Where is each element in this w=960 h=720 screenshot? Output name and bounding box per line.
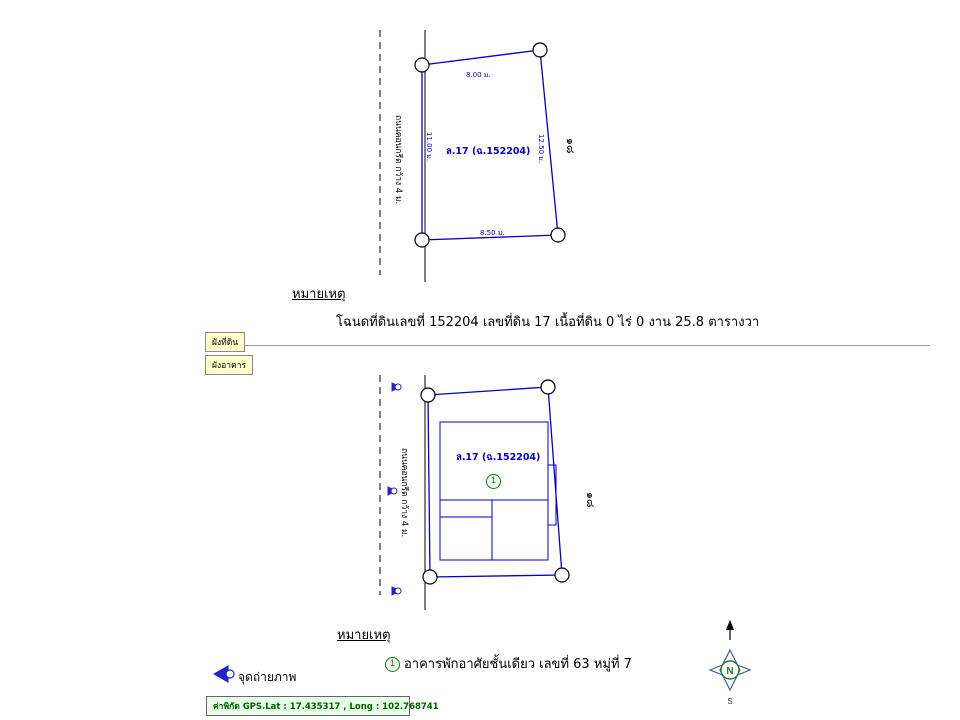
gps-coordinate-bar: ค่าพิกัด GPS.Lat : 17.435317 , Long : 102.768741 <box>206 696 410 716</box>
note-marker-circle: 1 <box>385 657 400 672</box>
bottom-note-marker <box>385 653 400 672</box>
top-dimension-top: 8.00 ม. <box>466 71 491 79</box>
top-east-number: ๑๘ <box>564 138 577 154</box>
bottom-note-line: อาคารพักอาศัยชั้นเดียว เลขที่ 63 หมู่ที่ 7 <box>404 657 632 672</box>
svg-text:N: N <box>726 666 734 677</box>
building-marker-1 <box>486 470 501 489</box>
top-note-line: โฉนดที่ดินเลขที่ 152204 เลขที่ดิน 17 เนื้อที่ดิน 0 ไร่ 0 งาน 25.8 ตารางวา <box>336 315 760 330</box>
top-dimension-bottom: 8.50 ม. <box>480 229 505 237</box>
compass-rose-icon <box>700 620 760 710</box>
bottom-plan-drawing <box>330 365 650 620</box>
bottom-east-number: ๑๘ <box>584 492 597 508</box>
section-divider <box>205 345 930 346</box>
bottom-road-label: ถนนคอนกรีต กว้าง 4 ม. <box>399 448 409 538</box>
top-road-label: ถนนคอนกรีต กว้าง 4 ม. <box>393 115 403 205</box>
photo-point-label: จุดถ่ายภาพ <box>238 670 297 684</box>
top-note-title: หมายเหตุ <box>292 287 346 302</box>
bottom-note-title: หมายเหตุ <box>337 628 391 643</box>
legend-land-plan[interactable]: ผังที่ดิน <box>205 332 245 352</box>
top-dimension-left: 11.00 ม. <box>425 132 433 162</box>
top-parcel-label: ล.17 (ฉ.152204) <box>446 146 531 157</box>
building-marker-circle: 1 <box>486 474 501 489</box>
svg-text:S: S <box>727 697 733 706</box>
legend-building-plan[interactable]: ผังอาคาร <box>205 355 253 375</box>
bottom-parcel-label: ล.17 (ฉ.152204) <box>456 452 541 463</box>
photo-point-icon <box>208 664 238 684</box>
top-dimension-right: 12.50 ม. <box>537 134 545 164</box>
